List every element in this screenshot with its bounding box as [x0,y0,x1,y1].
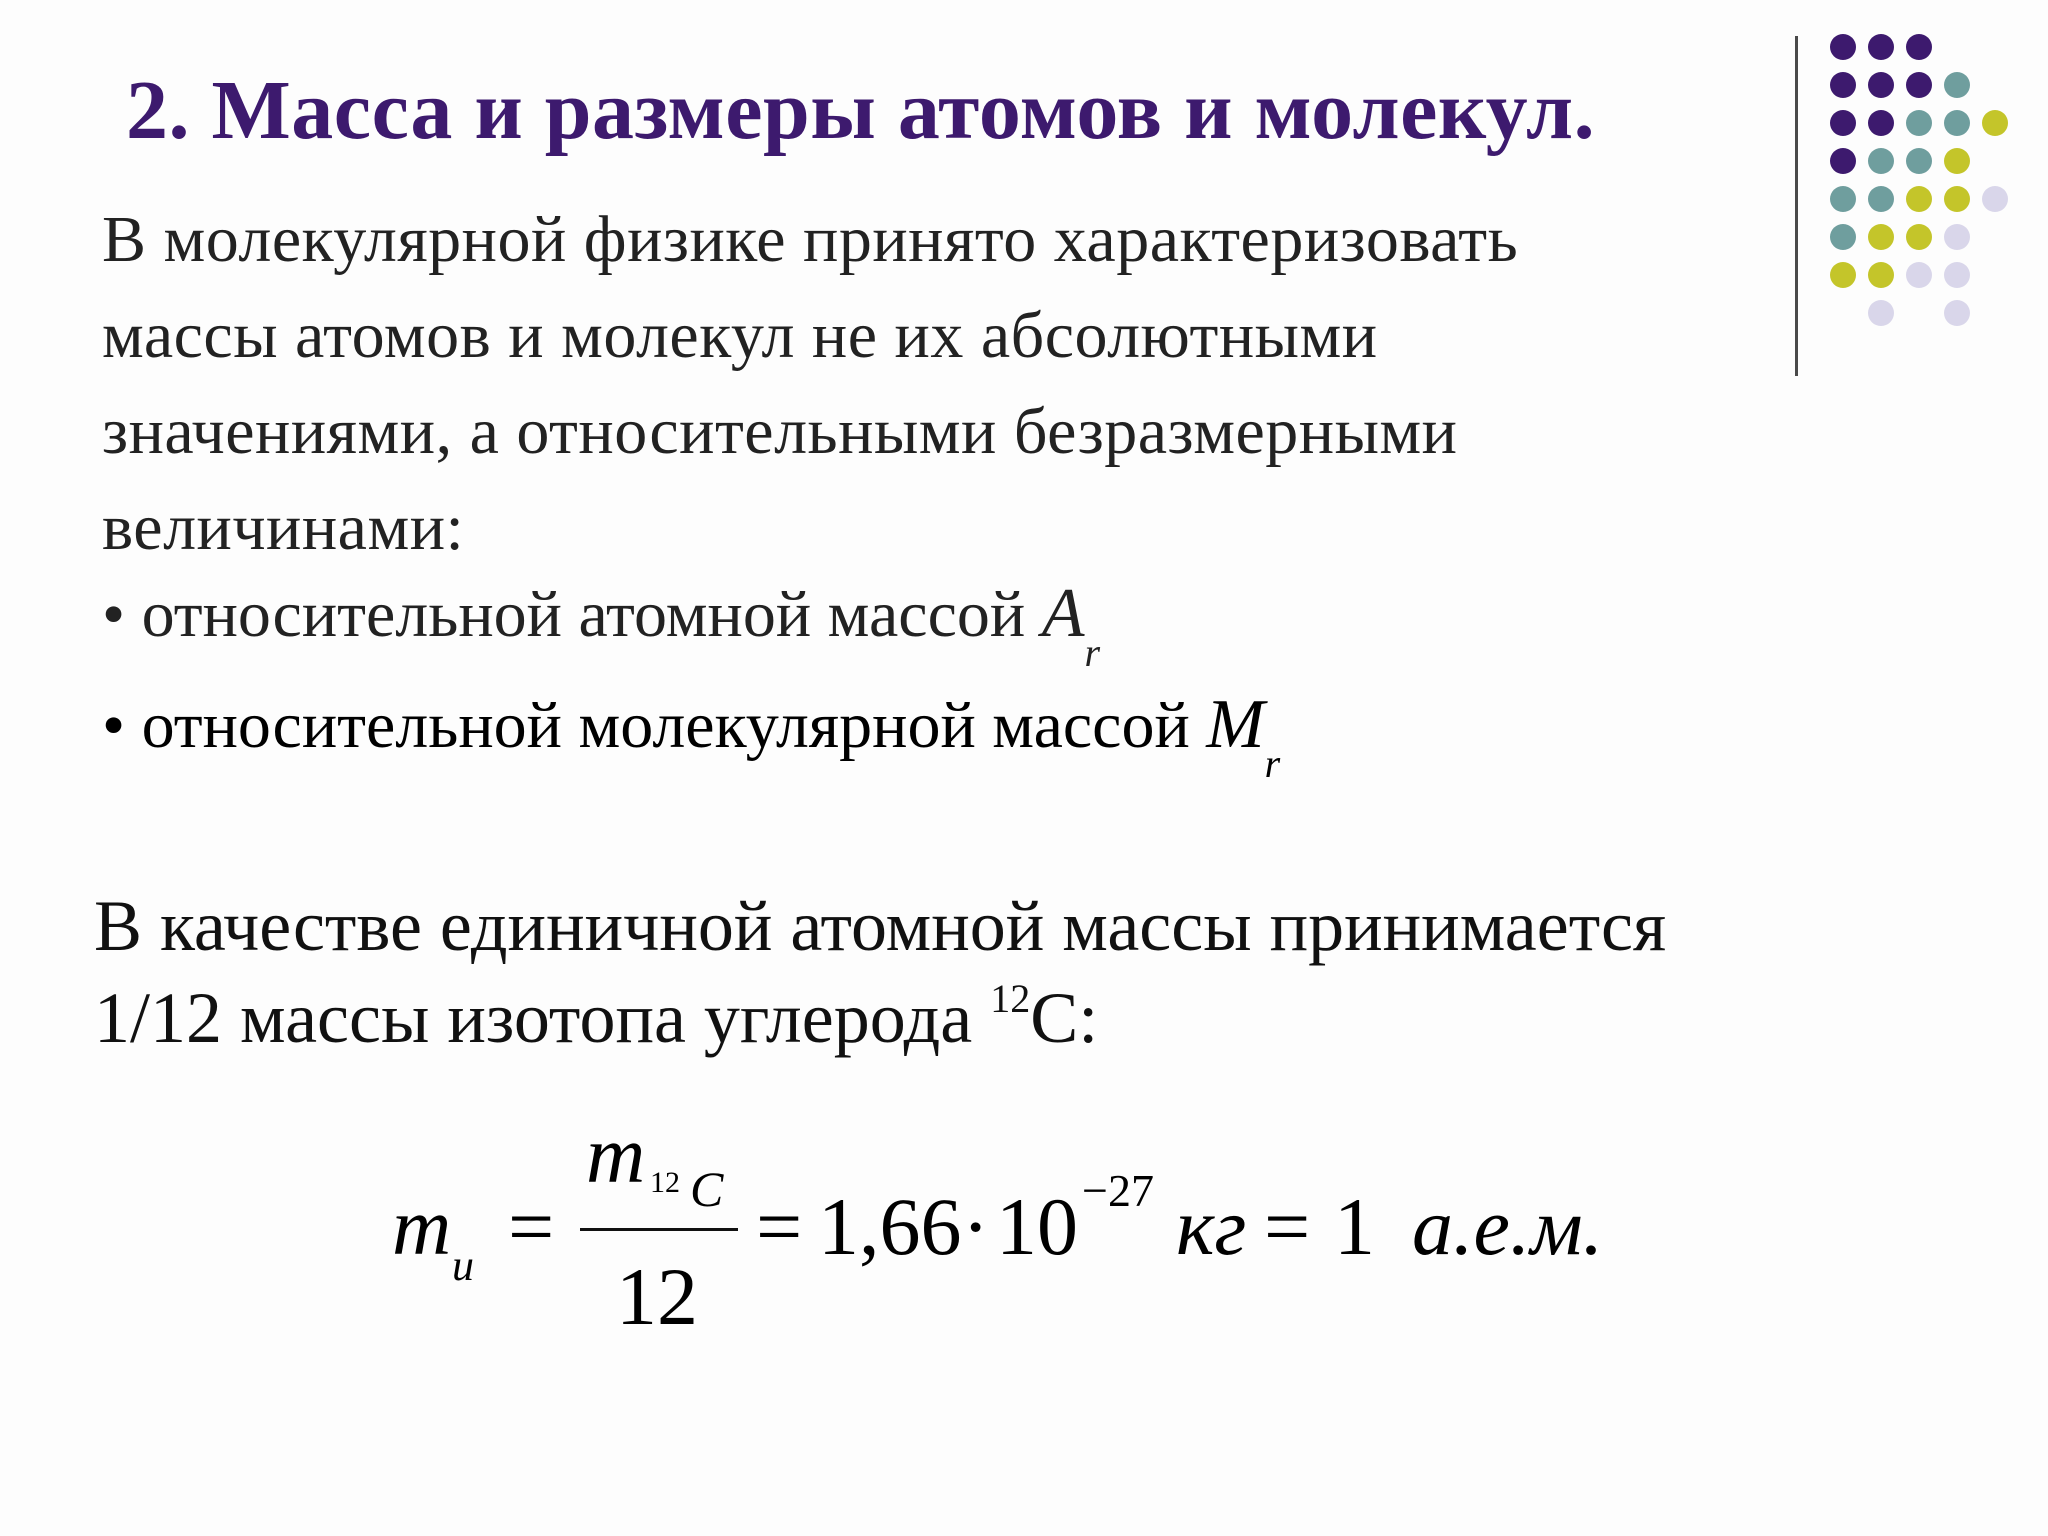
decorative-dot [1830,110,1856,136]
divider-line [1795,36,1798,376]
decorative-dot [1868,224,1894,250]
formula-multiply-dot: · [962,1181,990,1272]
formula-numerator-var: m [586,1109,646,1200]
decorative-dot [1868,262,1894,288]
decorative-dot [1830,186,1856,212]
formula-one: 1 [1334,1181,1375,1272]
decorative-dot [1868,300,1894,326]
formula-numerator-sub-sup: 12 [650,1166,680,1199]
decorative-dot [1906,186,1932,212]
decorative-dot [1868,110,1894,136]
bullet-text: • относительной атомной массой [102,578,1042,651]
fraction-bar [580,1228,738,1231]
slide-title: 2. Масса и размеры атомов и молекул. [126,64,1596,157]
decorative-dot [1944,186,1970,212]
decorative-dot [1906,34,1932,60]
bullet-molecular-mass [102,685,1281,786]
formula-unit-kg: кг [1176,1181,1247,1272]
formula-lhs-var: m [392,1181,452,1272]
decorative-dot [1868,186,1894,212]
formula-denominator: 12 [616,1251,698,1342]
formula-numerator-sub: C [690,1161,724,1217]
decorative-dot [1944,300,1970,326]
decorative-dot [1868,72,1894,98]
formula-exponent: −27 [1082,1165,1154,1216]
unit-line-1: В качестве единичной атомной массы принимается [94,886,1667,966]
decorative-dot [1982,186,2008,212]
decorative-dot [1906,148,1932,174]
variable-subscript: r [1084,630,1101,675]
decorative-dot [1944,262,1970,288]
decorative-dot [1944,148,1970,174]
decorative-dot [1830,72,1856,98]
variable-symbol: M [1206,686,1265,763]
decorative-dot [1830,262,1856,288]
formula-equals-2: = [756,1181,803,1272]
isotope-mass-number: 12 [990,976,1031,1021]
decorative-dot [1906,110,1932,136]
decorative-dot [1830,148,1856,174]
unit-line-2-text: 1/12 массы изотопа углерода [94,978,991,1058]
decorative-dot [1944,224,1970,250]
intro-line: массы атомов и молекул не их абсолютными [102,299,1378,372]
decorative-dot [1830,224,1856,250]
formula-base: 10 [996,1181,1078,1272]
formula-lhs-sub: u [452,1241,474,1290]
decorative-dot [1944,110,1970,136]
decorative-dot [1982,110,2008,136]
formula-equals-3: = [1264,1181,1311,1272]
intro-line: величинами: [102,491,465,564]
decorative-dot [1868,34,1894,60]
variable-subscript: r [1264,741,1281,786]
isotope-symbol: C: [1030,978,1099,1058]
formula-amu: а.е.м. [1412,1181,1604,1272]
decorative-dot [1868,148,1894,174]
decorative-dot [1944,72,1970,98]
formula-equals-1: = [508,1181,555,1272]
variable-symbol: A [1041,575,1085,652]
decorative-dot [1830,34,1856,60]
intro-line: В молекулярной физике принято характеризовать [102,203,1519,276]
unit-line-2 [94,972,1894,1075]
bullet-text: • относительной молекулярной массой [102,689,1207,762]
unit-definition-paragraph [94,880,1894,1075]
formula-coefficient: 1,66 [818,1181,962,1272]
decorative-dot [1906,224,1932,250]
decorative-dot [1906,262,1932,288]
intro-line: значениями, а относительными безразмерными [102,395,1458,468]
decorative-dot [1906,72,1932,98]
bullet-atomic-mass [102,574,1101,675]
intro-paragraph [102,192,1782,576]
